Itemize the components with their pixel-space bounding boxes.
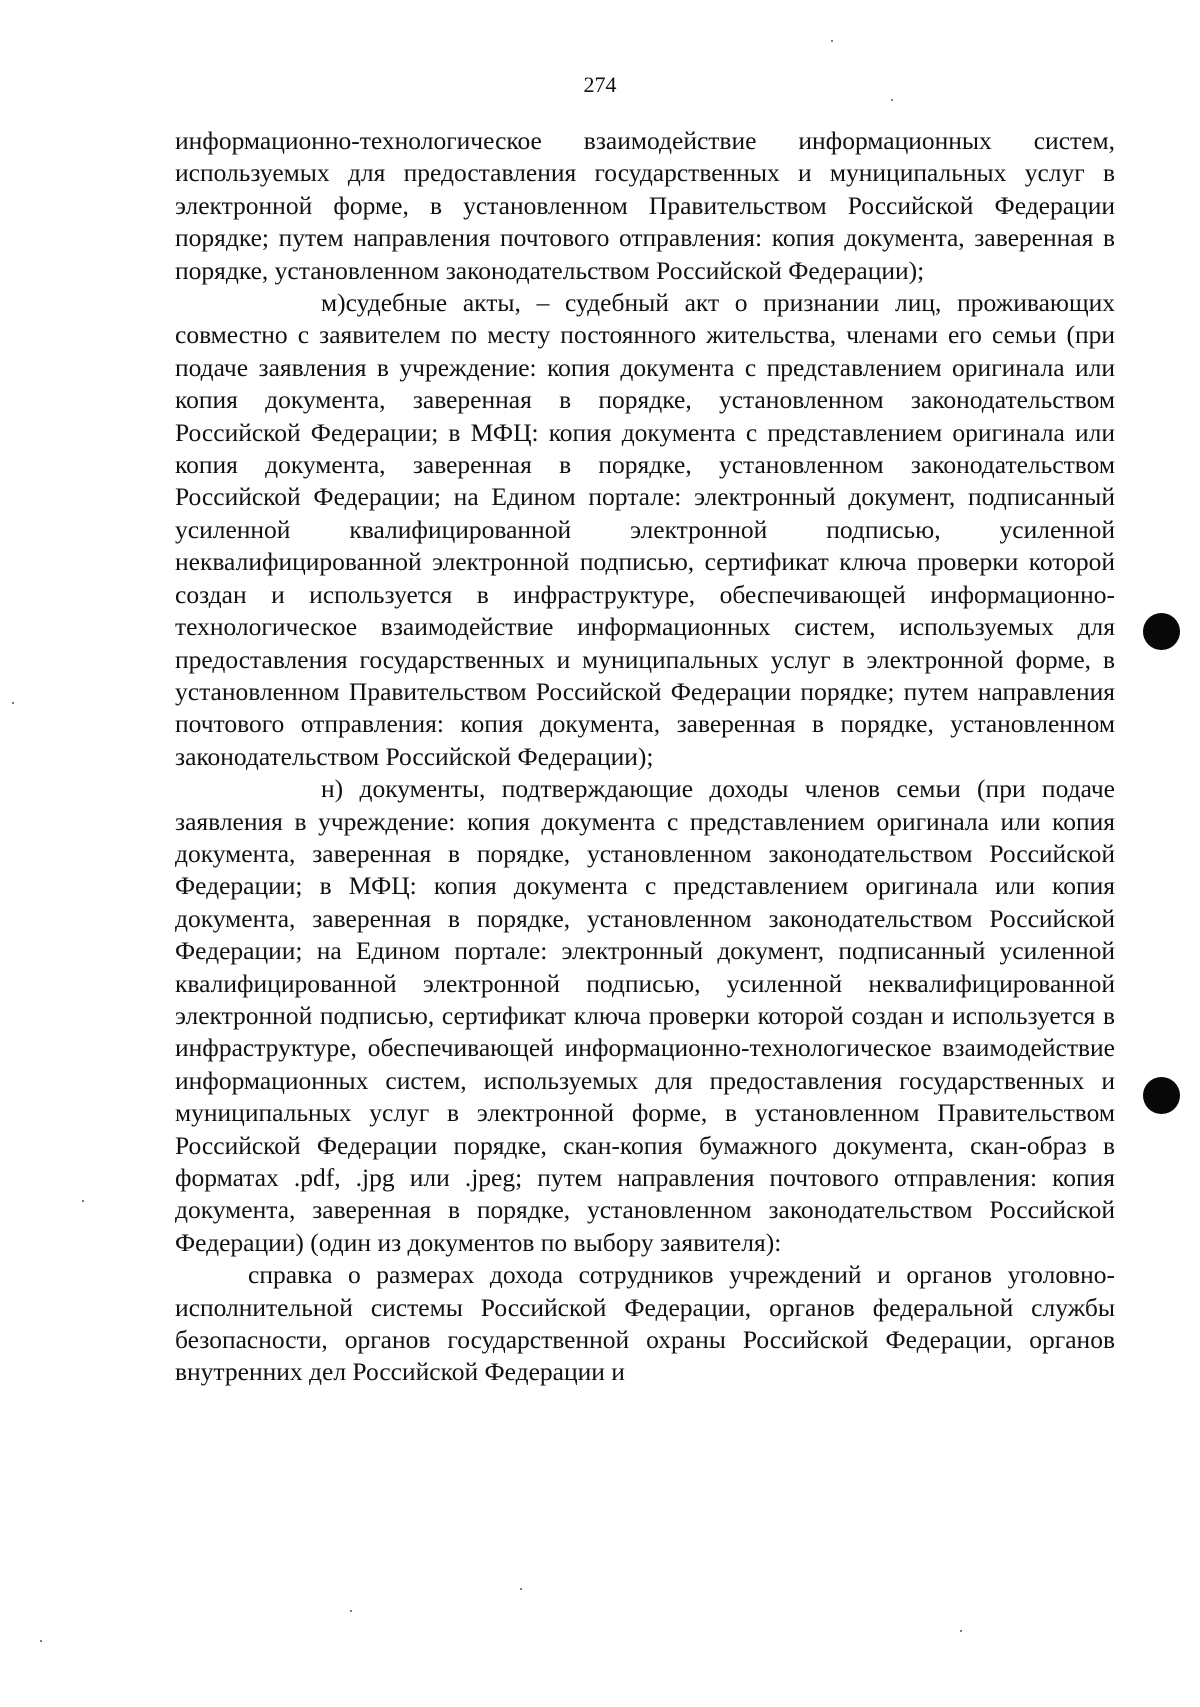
body-text (175, 125, 1115, 1389)
paragraph-item-n (175, 773, 1115, 1259)
scan-speck (520, 1588, 522, 1590)
page-number: 274 (583, 72, 617, 97)
list-marker: м) (321, 288, 346, 318)
paragraph-continuation (175, 125, 1115, 287)
scan-speck (831, 40, 833, 42)
paragraph-text: документы, подтверждающие доходы членов семьи (при подаче заявления в учреждение: копия документа с представлением оригинала или копия документа, заверенная в порядке, установленном законодательством Российской Федерации; в МФЦ: копия документа с представлением оригинала или копия документа, заверенная в порядке, установленном законодательством Российской Федерации; на Едином портале: электронный документ, подписанный усиленной квалифицированной электронной подписью, усиленной неквалифицированной электронной подписью, сертификат ключа проверки которой создан и используется в инфраструктуре, обеспечивающей информационно-технологическое взаимодействие информационных систем, используемых для предоставления государственных и муниципальных услуг в электронной форме, в установленном Правительством Российской Федерации порядке, скан-копия бумажного документа, скан-образ в форматах .pdf, .jpg или .jpeg; путем направления почтового отправления: копия документа, заверенная в порядке, установленном законодательством Российской Федерации) (один из документов по выбору заявителя): (175, 774, 1116, 1257)
paragraph-text: информационно-технологическое взаимодействие информационных систем, используемых для предоставления государственных и муниципальных услуг в электронной форме, в установленном Правительством Российской Федерации порядке; путем направления почтового отправления: копия документа, заверенная в порядке, установленном законодательством Российской Федерации); (175, 126, 1115, 285)
scan-speck (12, 702, 14, 704)
paragraph-text: судебные акты, – судебный акт о признании лиц, проживающих совместно с заявителем по месту постоянного жительства, членами его семьи (при подаче заявления в учреждение: копия документа с представлением оригинала или копия документа, заверенная в порядке, установленном законодательством Российской Федерации; в МФЦ: копия документа с представлением оригинала или копия документа, заверенная в порядке, установленном законодательством Российской Федерации; на Едином портале: электронный документ, подписанный усиленной квалифицированной электронной подписью, усиленной неквалифицированной электронной подписью, сертификат ключа проверки которой создан и используется в инфраструктуре, обеспечивающей информационно-технологическое взаимодействие информационных систем, используемых для предоставления государственных и муниципальных услуг в электронной форме, в установленном Правительством Российской Федерации порядке; путем направления почтового отправления: копия документа, заверенная в порядке, установленном законодательством Российской Федерации); (175, 288, 1115, 771)
scan-speck (82, 1200, 84, 1202)
punch-hole-mark (1143, 1077, 1180, 1114)
scan-speck (960, 1630, 962, 1632)
punch-hole-mark (1143, 613, 1180, 650)
scan-speck (350, 1610, 352, 1612)
paragraph-text: справка о размерах дохода сотрудников учреждений и органов уголовно-исполнительной системы Российской Федерации, органов федеральной службы безопасности, органов государственной охраны Российской Федерации, органов внутренних дел Российской Федерации и (175, 1260, 1115, 1387)
scan-speck (891, 99, 893, 101)
paragraph-income-certificate (175, 1259, 1115, 1389)
paragraph-item-m (175, 287, 1115, 773)
list-marker: н) (321, 774, 344, 804)
scan-speck (40, 1640, 42, 1642)
